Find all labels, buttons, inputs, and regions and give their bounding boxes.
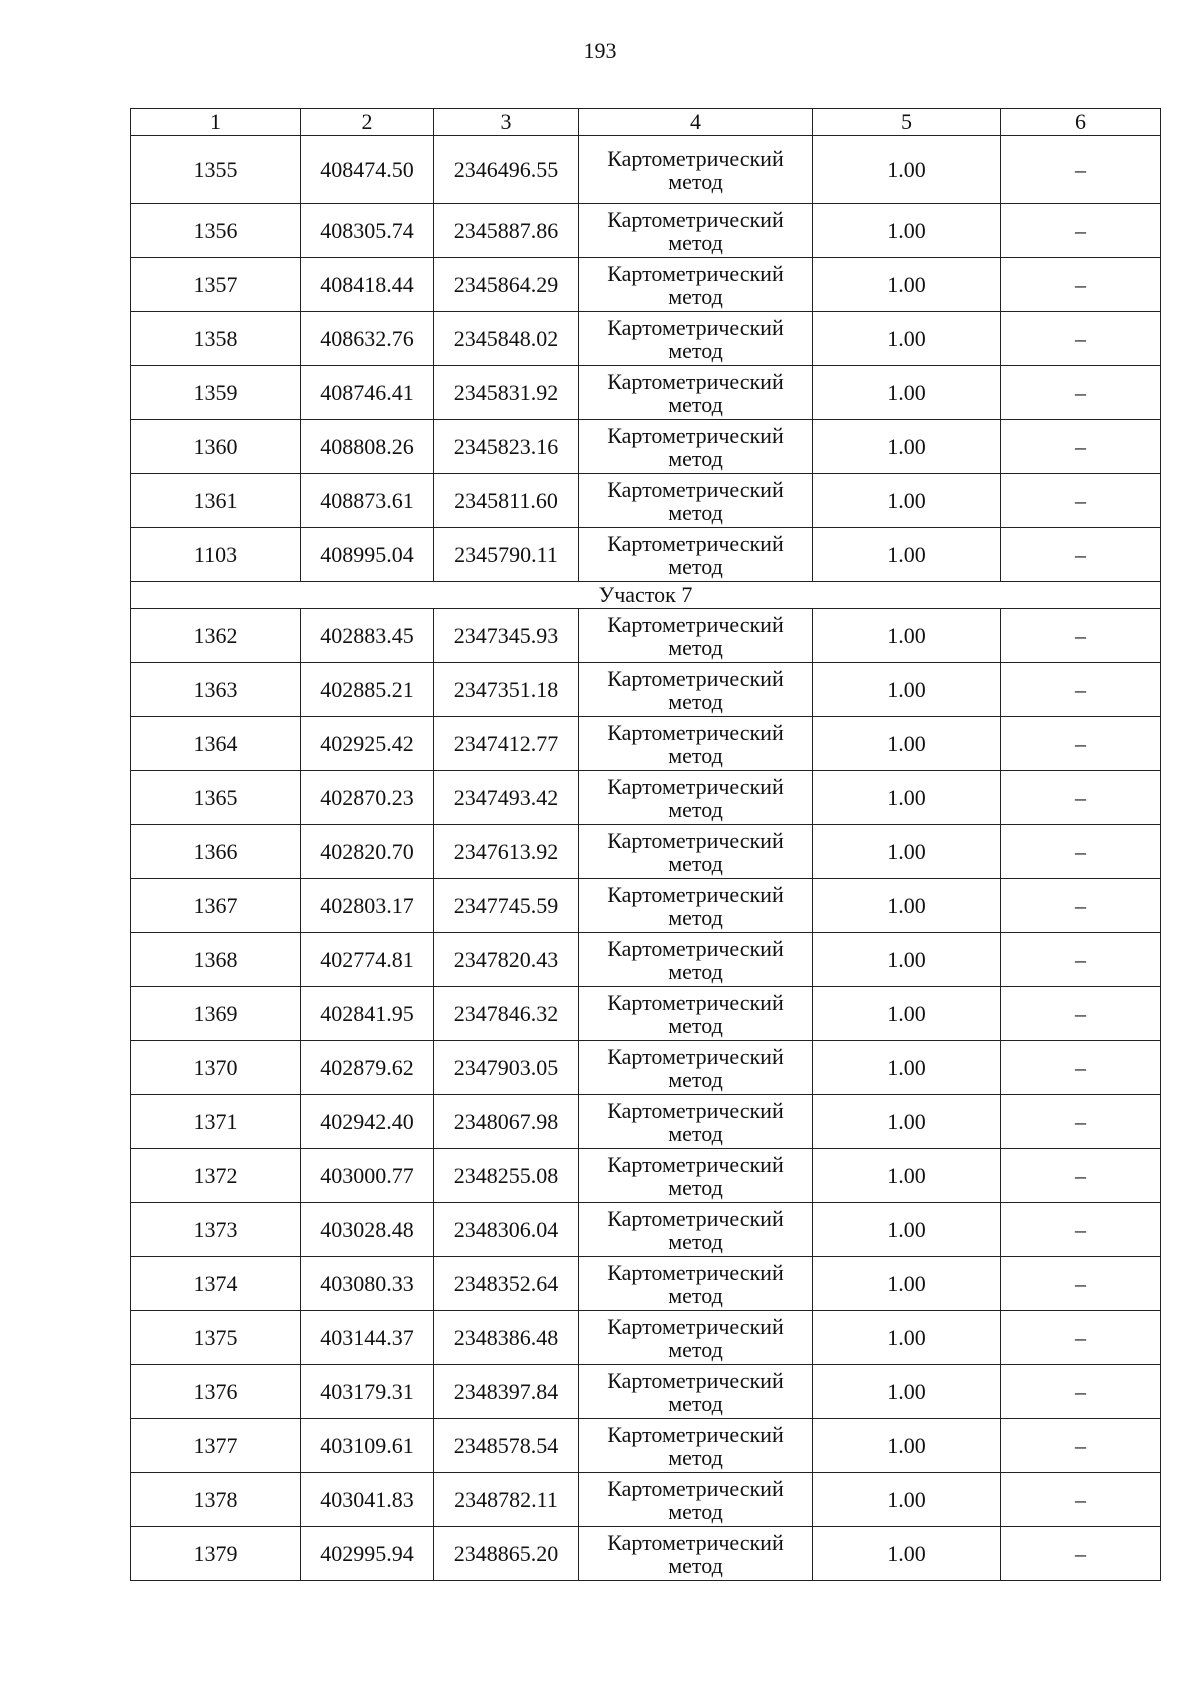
point-id-cell: 1358 — [131, 312, 301, 366]
method-line-1: Картометрический — [607, 1313, 784, 1339]
table-row — [131, 1365, 1161, 1419]
point-id-cell: 1376 — [131, 1365, 301, 1419]
method-line-2: метод — [668, 958, 723, 984]
x-coordinate-cell: 402870.23 — [301, 771, 434, 825]
point-id-cell: 1367 — [131, 879, 301, 933]
method-cell — [579, 258, 813, 312]
y-coordinate-cell: 2345831.92 — [434, 366, 579, 420]
method-line-1: Картометрический — [607, 1367, 784, 1393]
method-cell — [579, 771, 813, 825]
table-row — [131, 1473, 1161, 1527]
x-coordinate-cell: 408873.61 — [301, 474, 434, 528]
accuracy-cell: 1.00 — [813, 825, 1001, 879]
y-coordinate-cell: 2348578.54 — [434, 1419, 579, 1473]
x-coordinate-cell: 402942.40 — [301, 1095, 434, 1149]
accuracy-cell: 1.00 — [813, 474, 1001, 528]
note-cell: – — [1001, 1095, 1161, 1149]
method-line-2: метод — [668, 1390, 723, 1416]
x-coordinate-cell: 403041.83 — [301, 1473, 434, 1527]
method-cell — [579, 825, 813, 879]
note-cell: – — [1001, 879, 1161, 933]
accuracy-cell: 1.00 — [813, 258, 1001, 312]
method-cell — [579, 987, 813, 1041]
column-header: 6 — [1001, 109, 1161, 136]
point-id-cell: 1374 — [131, 1257, 301, 1311]
section-label: Участок 7 — [131, 582, 1161, 609]
method-line-2: метод — [668, 1228, 723, 1254]
accuracy-cell: 1.00 — [813, 1419, 1001, 1473]
y-coordinate-cell: 2348782.11 — [434, 1473, 579, 1527]
method-line-1: Картометрический — [607, 476, 784, 502]
note-cell: – — [1001, 1311, 1161, 1365]
x-coordinate-cell: 403080.33 — [301, 1257, 434, 1311]
table-row — [131, 1257, 1161, 1311]
method-cell — [579, 474, 813, 528]
method-line-1: Картометрический — [607, 530, 784, 556]
table-row — [131, 879, 1161, 933]
y-coordinate-cell: 2345790.11 — [434, 528, 579, 582]
table-row — [131, 136, 1161, 204]
method-cell — [579, 663, 813, 717]
accuracy-cell: 1.00 — [813, 1311, 1001, 1365]
point-id-cell: 1103 — [131, 528, 301, 582]
note-cell: – — [1001, 366, 1161, 420]
point-id-cell: 1362 — [131, 609, 301, 663]
y-coordinate-cell: 2345848.02 — [434, 312, 579, 366]
y-coordinate-cell: 2348352.64 — [434, 1257, 579, 1311]
method-cell — [579, 609, 813, 663]
x-coordinate-cell: 408632.76 — [301, 312, 434, 366]
note-cell: – — [1001, 136, 1161, 204]
method-line-2: метод — [668, 1444, 723, 1470]
y-coordinate-cell: 2347820.43 — [434, 933, 579, 987]
accuracy-cell: 1.00 — [813, 663, 1001, 717]
method-line-2: метод — [668, 337, 723, 363]
accuracy-cell: 1.00 — [813, 933, 1001, 987]
point-id-cell: 1373 — [131, 1203, 301, 1257]
x-coordinate-cell: 403109.61 — [301, 1419, 434, 1473]
point-id-cell: 1365 — [131, 771, 301, 825]
method-cell — [579, 717, 813, 771]
table-row — [131, 1419, 1161, 1473]
method-cell — [579, 1149, 813, 1203]
accuracy-cell: 1.00 — [813, 136, 1001, 204]
point-id-cell: 1369 — [131, 987, 301, 1041]
method-line-1: Картометрический — [607, 935, 784, 961]
method-line-1: Картометрический — [607, 206, 784, 232]
method-line-1: Картометрический — [607, 1421, 784, 1447]
y-coordinate-cell: 2345811.60 — [434, 474, 579, 528]
column-header: 3 — [434, 109, 579, 136]
table-row — [131, 663, 1161, 717]
table-body — [131, 136, 1161, 1581]
method-line-2: метод — [668, 904, 723, 930]
method-cell — [579, 1365, 813, 1419]
accuracy-cell: 1.00 — [813, 771, 1001, 825]
x-coordinate-cell: 408808.26 — [301, 420, 434, 474]
method-line-2: метод — [668, 742, 723, 768]
column-number-row — [131, 109, 1161, 136]
point-id-cell: 1357 — [131, 258, 301, 312]
accuracy-cell: 1.00 — [813, 1473, 1001, 1527]
method-cell — [579, 879, 813, 933]
x-coordinate-cell: 408995.04 — [301, 528, 434, 582]
note-cell: – — [1001, 1203, 1161, 1257]
point-id-cell: 1368 — [131, 933, 301, 987]
method-line-2: метод — [668, 1498, 723, 1524]
method-line-1: Картометрический — [607, 1043, 784, 1069]
method-line-1: Картометрический — [607, 1259, 784, 1285]
method-cell — [579, 366, 813, 420]
method-line-2: метод — [668, 283, 723, 309]
accuracy-cell: 1.00 — [813, 366, 1001, 420]
x-coordinate-cell: 402995.94 — [301, 1527, 434, 1581]
x-coordinate-cell: 408746.41 — [301, 366, 434, 420]
point-id-cell: 1377 — [131, 1419, 301, 1473]
method-cell — [579, 204, 813, 258]
x-coordinate-cell: 402841.95 — [301, 987, 434, 1041]
method-line-1: Картометрический — [607, 881, 784, 907]
method-line-2: метод — [668, 391, 723, 417]
method-line-2: метод — [668, 796, 723, 822]
method-line-1: Картометрический — [607, 1475, 784, 1501]
point-id-cell: 1355 — [131, 136, 301, 204]
method-line-1: Картометрический — [607, 314, 784, 340]
table-row — [131, 258, 1161, 312]
y-coordinate-cell: 2347412.77 — [434, 717, 579, 771]
method-cell — [579, 1203, 813, 1257]
note-cell: – — [1001, 312, 1161, 366]
method-line-1: Картометрический — [607, 611, 784, 637]
accuracy-cell: 1.00 — [813, 1257, 1001, 1311]
y-coordinate-cell: 2348397.84 — [434, 1365, 579, 1419]
note-cell: – — [1001, 609, 1161, 663]
method-line-2: метод — [668, 850, 723, 876]
note-cell: – — [1001, 717, 1161, 771]
table-row — [131, 1311, 1161, 1365]
method-cell — [579, 933, 813, 987]
method-line-2: метод — [668, 553, 723, 579]
method-line-1: Картометрический — [607, 1529, 784, 1555]
x-coordinate-cell: 402803.17 — [301, 879, 434, 933]
point-id-cell: 1361 — [131, 474, 301, 528]
method-line-2: метод — [668, 1066, 723, 1092]
method-line-2: метод — [668, 1552, 723, 1578]
note-cell: – — [1001, 987, 1161, 1041]
accuracy-cell: 1.00 — [813, 1149, 1001, 1203]
table-row — [131, 204, 1161, 258]
method-cell — [579, 312, 813, 366]
accuracy-cell: 1.00 — [813, 204, 1001, 258]
table-row — [131, 717, 1161, 771]
x-coordinate-cell: 402885.21 — [301, 663, 434, 717]
method-line-1: Картометрический — [607, 422, 784, 448]
method-line-2: метод — [668, 168, 723, 194]
note-cell: – — [1001, 825, 1161, 879]
note-cell: – — [1001, 771, 1161, 825]
column-header: 5 — [813, 109, 1001, 136]
note-cell: – — [1001, 528, 1161, 582]
y-coordinate-cell: 2347745.59 — [434, 879, 579, 933]
point-id-cell: 1371 — [131, 1095, 301, 1149]
y-coordinate-cell: 2347493.42 — [434, 771, 579, 825]
method-cell — [579, 1311, 813, 1365]
x-coordinate-cell: 402925.42 — [301, 717, 434, 771]
table-row — [131, 771, 1161, 825]
y-coordinate-cell: 2347903.05 — [434, 1041, 579, 1095]
point-id-cell: 1356 — [131, 204, 301, 258]
note-cell: – — [1001, 420, 1161, 474]
method-line-1: Картометрический — [607, 260, 784, 286]
table-row — [131, 609, 1161, 663]
method-cell — [579, 1095, 813, 1149]
accuracy-cell: 1.00 — [813, 1041, 1001, 1095]
method-line-2: метод — [668, 445, 723, 471]
y-coordinate-cell: 2345887.86 — [434, 204, 579, 258]
column-header: 1 — [131, 109, 301, 136]
method-cell — [579, 1041, 813, 1095]
y-coordinate-cell: 2345864.29 — [434, 258, 579, 312]
accuracy-cell: 1.00 — [813, 1095, 1001, 1149]
method-line-1: Картометрический — [607, 665, 784, 691]
table-row — [131, 1041, 1161, 1095]
method-line-1: Картометрический — [607, 719, 784, 745]
column-header: 4 — [579, 109, 813, 136]
table-row — [131, 366, 1161, 420]
note-cell: – — [1001, 1041, 1161, 1095]
point-id-cell: 1372 — [131, 1149, 301, 1203]
method-line-2: метод — [668, 1336, 723, 1362]
method-line-1: Картометрический — [607, 1097, 784, 1123]
x-coordinate-cell: 408474.50 — [301, 136, 434, 204]
note-cell: – — [1001, 474, 1161, 528]
method-line-1: Картометрический — [607, 1205, 784, 1231]
method-cell — [579, 1527, 813, 1581]
x-coordinate-cell: 403144.37 — [301, 1311, 434, 1365]
accuracy-cell: 1.00 — [813, 609, 1001, 663]
method-cell — [579, 1419, 813, 1473]
table-row — [131, 1203, 1161, 1257]
x-coordinate-cell: 408305.74 — [301, 204, 434, 258]
method-line-1: Картометрический — [607, 989, 784, 1015]
table-row — [131, 474, 1161, 528]
x-coordinate-cell: 403179.31 — [301, 1365, 434, 1419]
note-cell: – — [1001, 1365, 1161, 1419]
point-id-cell: 1363 — [131, 663, 301, 717]
accuracy-cell: 1.00 — [813, 987, 1001, 1041]
method-cell — [579, 1473, 813, 1527]
method-line-1: Картометрический — [607, 1151, 784, 1177]
y-coordinate-cell: 2347613.92 — [434, 825, 579, 879]
note-cell: – — [1001, 663, 1161, 717]
accuracy-cell: 1.00 — [813, 420, 1001, 474]
method-line-1: Картометрический — [607, 827, 784, 853]
y-coordinate-cell: 2348306.04 — [434, 1203, 579, 1257]
column-header: 2 — [301, 109, 434, 136]
method-cell — [579, 136, 813, 204]
y-coordinate-cell: 2347345.93 — [434, 609, 579, 663]
x-coordinate-cell: 402820.70 — [301, 825, 434, 879]
point-id-cell: 1359 — [131, 366, 301, 420]
note-cell: – — [1001, 1419, 1161, 1473]
note-cell: – — [1001, 204, 1161, 258]
method-line-2: метод — [668, 499, 723, 525]
table-row — [131, 1527, 1161, 1581]
accuracy-cell: 1.00 — [813, 312, 1001, 366]
point-id-cell: 1370 — [131, 1041, 301, 1095]
point-id-cell: 1378 — [131, 1473, 301, 1527]
x-coordinate-cell: 408418.44 — [301, 258, 434, 312]
y-coordinate-cell: 2348067.98 — [434, 1095, 579, 1149]
accuracy-cell: 1.00 — [813, 717, 1001, 771]
table-row — [131, 1149, 1161, 1203]
point-id-cell: 1360 — [131, 420, 301, 474]
page-number: 193 — [583, 38, 617, 63]
table-row — [131, 987, 1161, 1041]
method-line-2: метод — [668, 634, 723, 660]
note-cell: – — [1001, 1257, 1161, 1311]
y-coordinate-cell: 2347846.32 — [434, 987, 579, 1041]
note-cell: – — [1001, 1527, 1161, 1581]
y-coordinate-cell: 2348865.20 — [434, 1527, 579, 1581]
x-coordinate-cell: 402883.45 — [301, 609, 434, 663]
method-cell — [579, 528, 813, 582]
note-cell: – — [1001, 258, 1161, 312]
accuracy-cell: 1.00 — [813, 1527, 1001, 1581]
method-line-2: метод — [668, 229, 723, 255]
y-coordinate-cell: 2346496.55 — [434, 136, 579, 204]
method-line-2: метод — [668, 1012, 723, 1038]
accuracy-cell: 1.00 — [813, 1365, 1001, 1419]
y-coordinate-cell: 2347351.18 — [434, 663, 579, 717]
table-row — [131, 825, 1161, 879]
table-row — [131, 933, 1161, 987]
method-line-2: метод — [668, 1174, 723, 1200]
method-line-2: метод — [668, 1282, 723, 1308]
point-id-cell: 1375 — [131, 1311, 301, 1365]
x-coordinate-cell: 402774.81 — [301, 933, 434, 987]
note-cell: – — [1001, 1149, 1161, 1203]
point-id-cell: 1379 — [131, 1527, 301, 1581]
y-coordinate-cell: 2345823.16 — [434, 420, 579, 474]
y-coordinate-cell: 2348386.48 — [434, 1311, 579, 1365]
section-row — [131, 582, 1161, 609]
accuracy-cell: 1.00 — [813, 1203, 1001, 1257]
method-line-1: Картометрический — [607, 145, 784, 171]
accuracy-cell: 1.00 — [813, 528, 1001, 582]
note-cell: – — [1001, 933, 1161, 987]
x-coordinate-cell: 403028.48 — [301, 1203, 434, 1257]
x-coordinate-cell: 402879.62 — [301, 1041, 434, 1095]
y-coordinate-cell: 2348255.08 — [434, 1149, 579, 1203]
method-cell — [579, 1257, 813, 1311]
table-row — [131, 420, 1161, 474]
method-line-1: Картометрический — [607, 773, 784, 799]
table-row — [131, 1095, 1161, 1149]
table-row — [131, 312, 1161, 366]
note-cell: – — [1001, 1473, 1161, 1527]
point-id-cell: 1364 — [131, 717, 301, 771]
method-cell — [579, 420, 813, 474]
x-coordinate-cell: 403000.77 — [301, 1149, 434, 1203]
method-line-2: метод — [668, 688, 723, 714]
method-line-2: метод — [668, 1120, 723, 1146]
method-line-1: Картометрический — [607, 368, 784, 394]
point-id-cell: 1366 — [131, 825, 301, 879]
table-row — [131, 528, 1161, 582]
coordinates-table — [130, 108, 1161, 1581]
accuracy-cell: 1.00 — [813, 879, 1001, 933]
